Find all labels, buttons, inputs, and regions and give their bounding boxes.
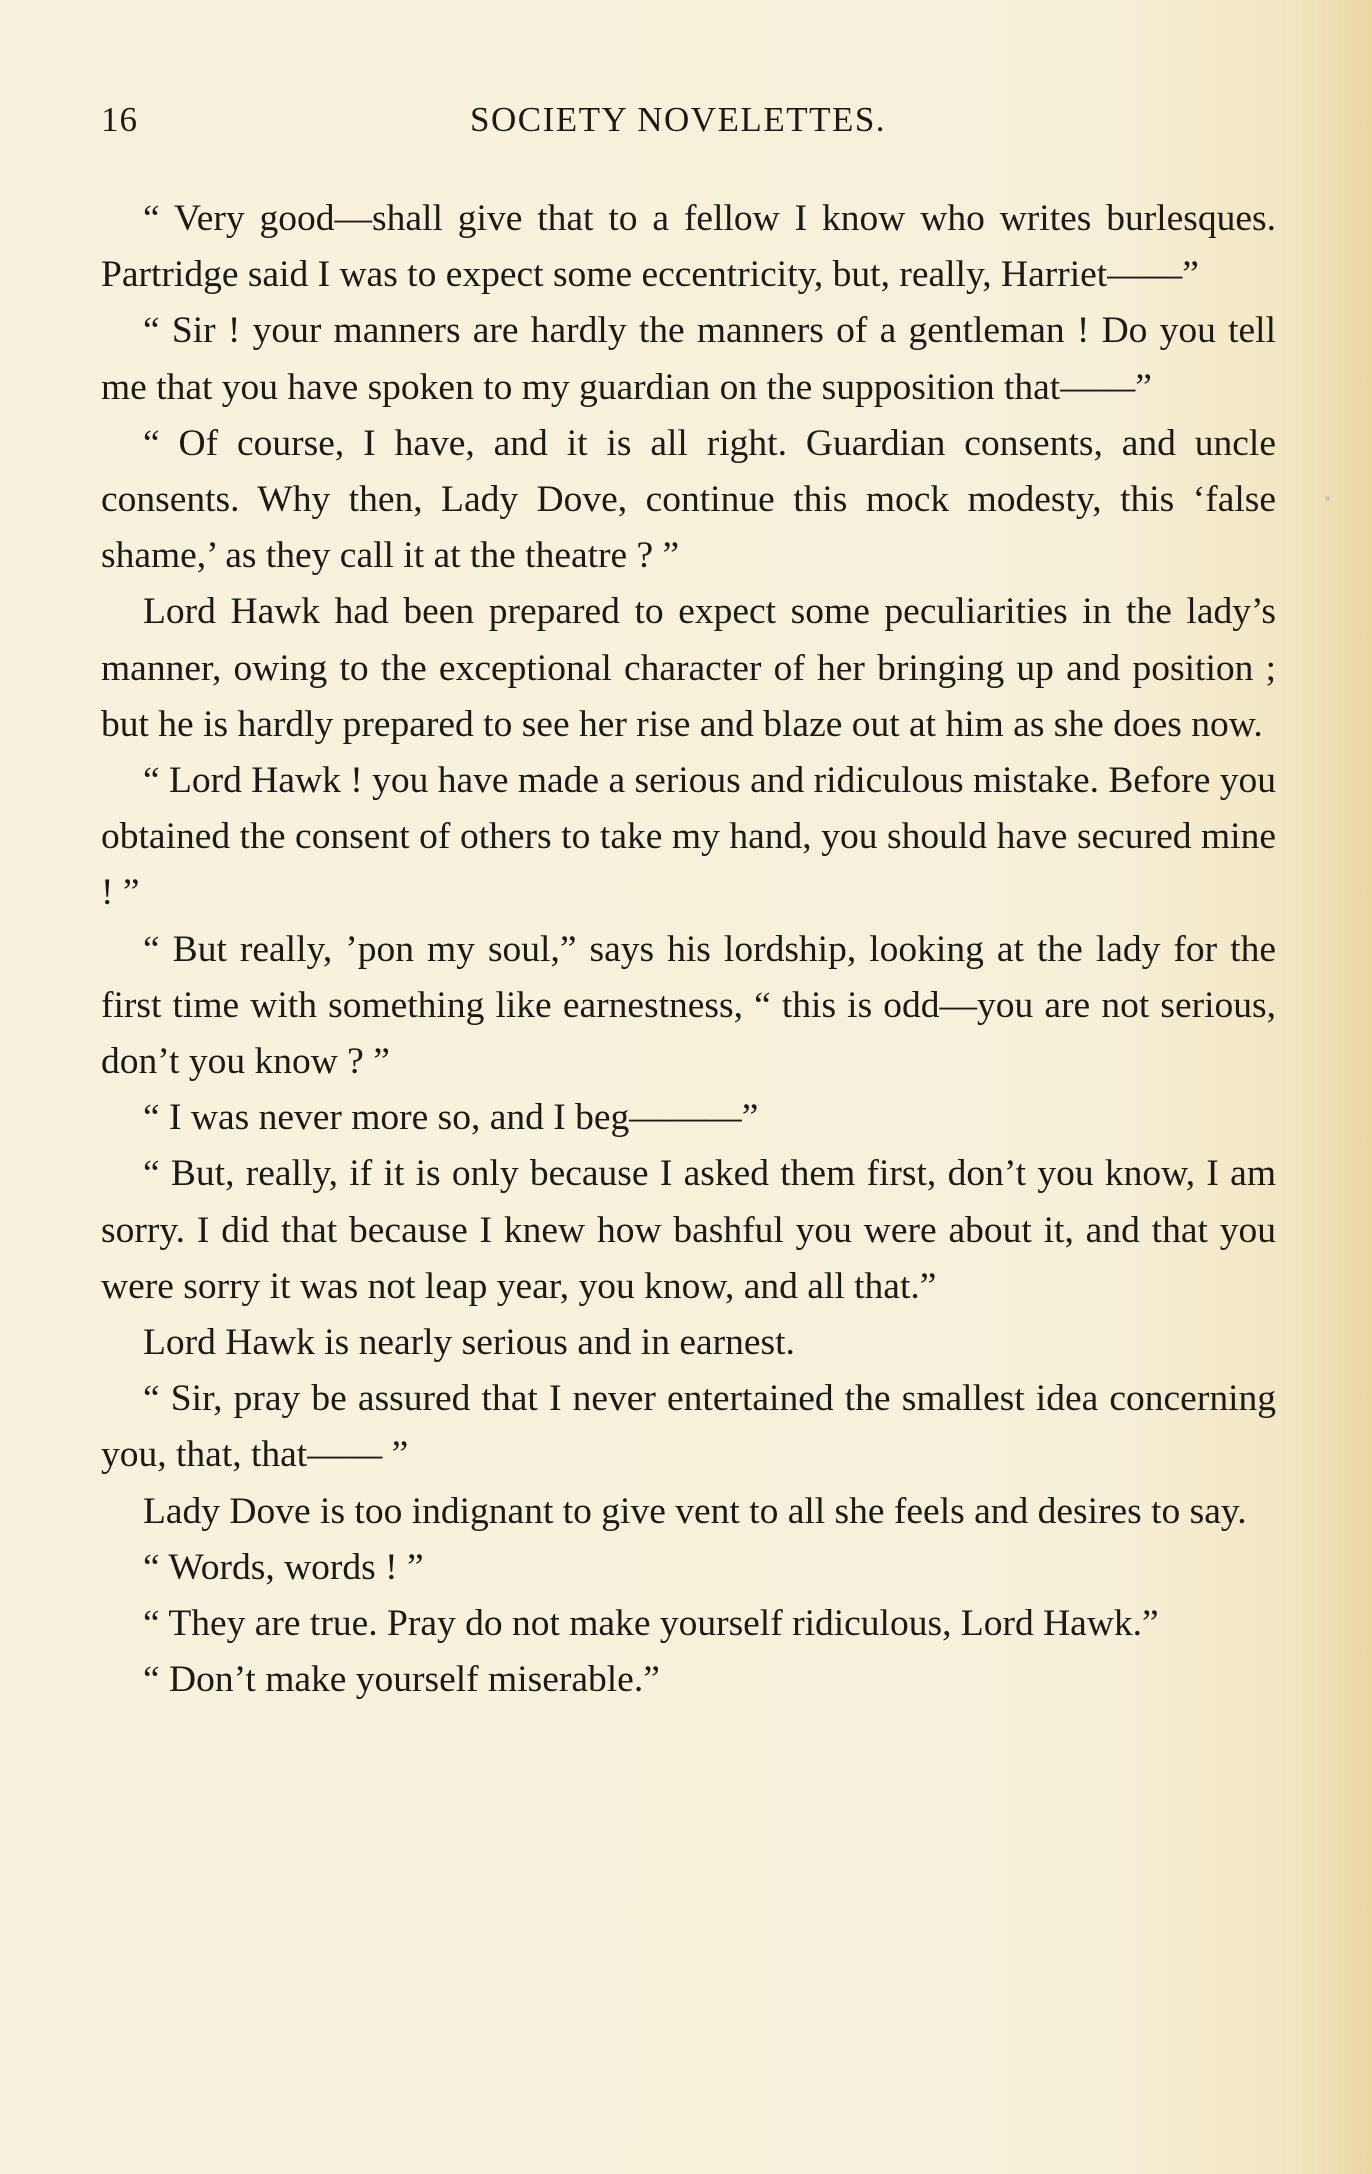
page-number: 16 xyxy=(101,100,138,139)
paragraph: “ Words, words ! ” xyxy=(143,1546,424,1588)
paragraph: Lady Dove is too indignant to give vent to all she feels and desires to say. xyxy=(143,1490,1247,1532)
paragraph: “ But really, ’pon my soul,” says his lordship, looking at the lady for the first time with something like earnestness, “ this is odd—you are not serious, don’t you know ? ” xyxy=(101,928,1276,1083)
paragraph: Lord Hawk is nearly serious and in earnest. xyxy=(143,1322,795,1364)
paragraph: Lord Hawk had been prepared to expect some peculiarities in the lady’s manner, owing to the exceptional character of her bringing up and position ; but he is hardly prepared to see her rise and blaze out at him as she does now. xyxy=(101,591,1276,745)
paragraph: “ Sir ! your manners are hardly the manners of a gentleman ! Do you tell me that you have spoken to my guardian on the supposition that——” xyxy=(101,310,1276,408)
paragraph: “ Sir, pray be assured that I never entertained the smallest idea concerning you, that, that—— ” xyxy=(101,1378,1276,1476)
paragraph: “ Very good—shall give that to a fellow I know who writes burlesques. Partridge said I was to expect some eccentricity, but, really, Harriet——” xyxy=(101,198,1276,296)
margin-mark xyxy=(1325,496,1330,501)
paragraph: “ Don’t make yourself miserable.” xyxy=(143,1659,660,1701)
paragraph: “ Lord Hawk ! you have made a serious and ridiculous mistake. Before you obtained the consent of others to take my hand, you should have secured mine ! ” xyxy=(101,760,1277,914)
running-title: SOCIETY NOVELETTES. xyxy=(470,100,887,139)
body-text xyxy=(101,191,1276,1708)
paragraph: “ I was never more so, and I beg———” xyxy=(143,1097,759,1139)
page-header xyxy=(101,100,1276,150)
paragraph: “ They are true. Pray do not make yourself ridiculous, Lord Hawk.” xyxy=(143,1603,1159,1645)
paragraph: “ Of course, I have, and it is all right. Guardian consents, and uncle consents. Why then, Lady Dove, continue this mock modesty, this ‘false shame,’ as they call it at the theatre ? ” xyxy=(101,422,1276,577)
paragraph: “ But, really, if it is only because I asked them first, don’t you know, I am sorry. I did that because I knew how bashful you were about it, and that you were sorry it was not leap year, you know, and all that.” xyxy=(101,1153,1276,1307)
